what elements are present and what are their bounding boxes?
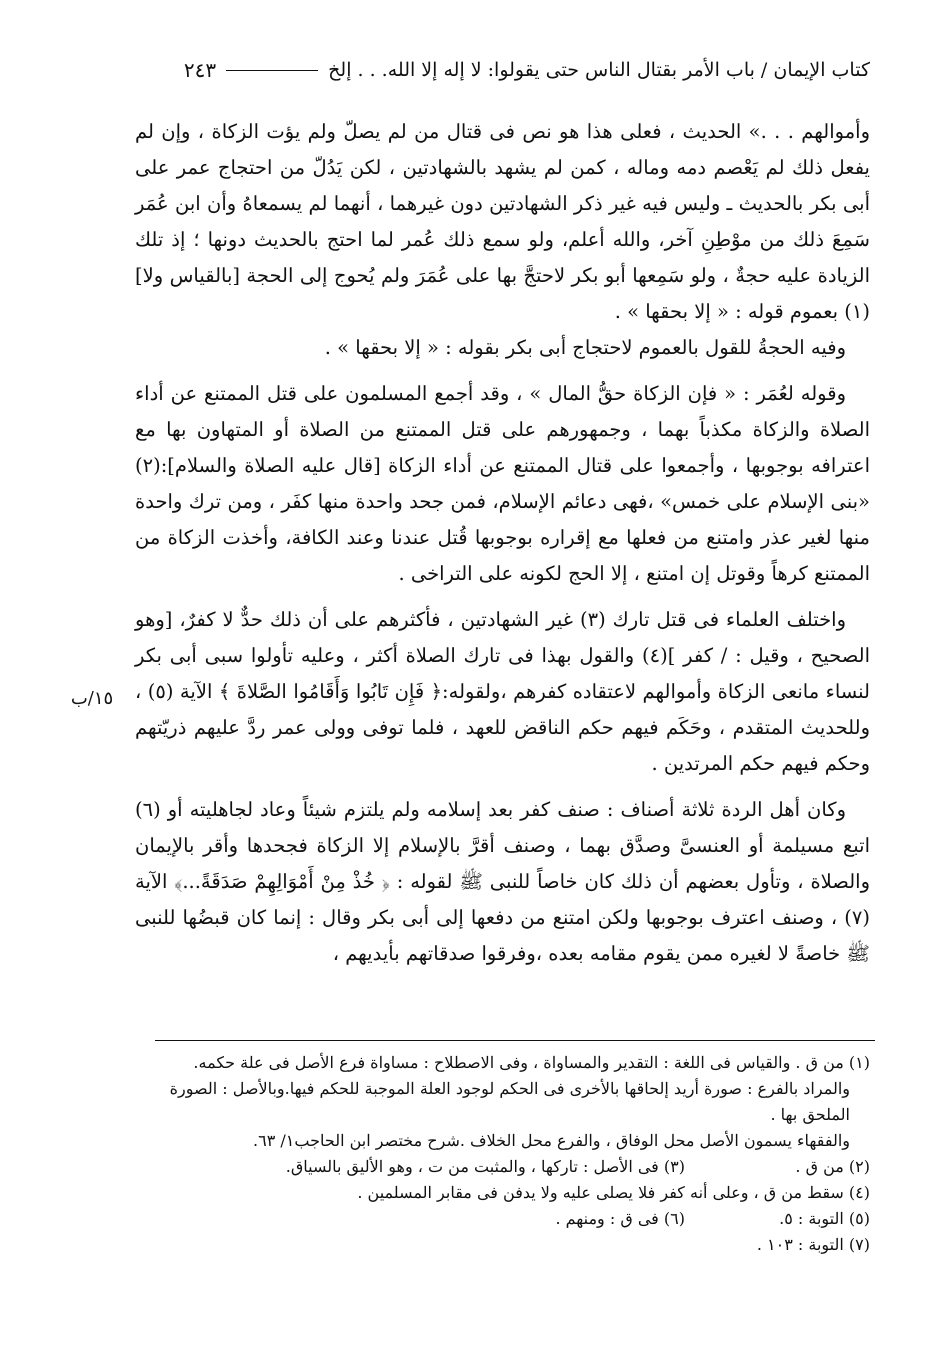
- footnote-continuation: والفقهاء يسمون الأصل محل الوفاق ، والفرع محل الخلاف .شرح مختصر ابن الحاجب١/ ٦٣.: [253, 1131, 850, 1150]
- footnote: (١) من ق . والقياس فى اللغة : التقدير والمساواة ، وفى الاصطلاح : مساواة فرع الأصل فى علة حكمه.: [193, 1053, 870, 1072]
- running-header: [135, 52, 870, 88]
- main-text: [135, 114, 870, 972]
- footnote-row: [135, 1154, 870, 1180]
- margin-note: ١٥/ب: [70, 688, 114, 709]
- paragraph: وكان أهل الردة ثلاثة أصناف : صنف كفر بعد إسلامه ولم يلتزم شيئاً وعاد لجاهليته أو (٦) اتبع مسيلمة أو العنسىَّ وصدَّق بهما ، وصنف أقرَّ بالإسلام إلا الزكاة فجحدها وأقر بالإيمان والصلاة ، وتأول بعضهم أن ذلك كان خاصاً للنبى ﷺ لقوله : ﴿ خُذْ مِنْ أَمْوَالِهِمْ صَدَقَةً...﴾ الآية (٧) ، وصنف اعترف بوجوبها ولكن امتنع من دفعها إلى أبى بكر وقال : إنما كان قبضُها للنبى ﷺ خاصةً لا لغيره ممن يقوم مقامه بعده ،وفرقوا صدقاتهم بأيديهم ،: [135, 798, 870, 965]
- footnote-separator: [155, 1040, 875, 1041]
- footnote: (٣) فى الأصل : تاركها ، والمثبت من ت ، وهو الأليق بالسياق.: [285, 1157, 685, 1176]
- page-number: ٢٤٣: [183, 58, 217, 82]
- running-title: كتاب الإيمان / باب الأمر بقتال الناس حتى يقولوا: لا إله إلا الله. . . إلخ: [328, 59, 870, 81]
- footnote: (٧) التوبة : ١٠٣ .: [756, 1235, 870, 1254]
- footnote: (٢) من ق .: [795, 1157, 870, 1176]
- footnotes: [135, 1050, 870, 1258]
- paragraph: وفيه الحجةُ للقول بالعموم لاحتجاج أبى بكر بقوله : « إلا بحقها » .: [324, 336, 846, 359]
- footnote: (٦) فى ق : ومنهم .: [555, 1209, 685, 1228]
- footnote-continuation: والمراد بالفرع : صورة أريد إلحاقها بالأخرى فى الحكم لوجود العلة الموجبة للحكم فيها.وبالأصل : الصورة الملحق بها .: [169, 1079, 850, 1124]
- footnote: (٤) سقط من ق ، وعلى أنه كفر فلا يصلى عليه ولا يدفن فى مقابر المسلمين .: [357, 1183, 870, 1202]
- footnote-row: [135, 1206, 870, 1232]
- footnote: (٥) التوبة : ٥.: [779, 1209, 870, 1228]
- paragraph: واختلف العلماء فى قتل تارك (٣) غير الشهادتين ، فأكثرهم على أن ذلك حدٌّ لا كفرٌ، [وهو الصحيح ، وقيل : / كفر ](٤) والقول بهذا فى تارك الصلاة أكثر ، وعليه تأولوا سبى أبى بكر لنساء مانعى الزكاة وأموالهم لاعتقاده كفرهم ،ولقوله:﴿ فَإِن تَابُوا وَأَقَامُوا الصَّلاةَ ﴾ الآية (٥) ، وللحديث المتقدم ، وحَكَم فيهم حكم الناقض للعهد ، فلما توفى وولى عمر ردَّ عليهم ذريّتهم وحكم فيهم حكم المرتدين .: [135, 608, 870, 775]
- paragraph: وقوله لعُمَر : « فإن الزكاة حقُّ المال » ، وقد أجمع المسلمون على قتل الممتنع عن أداء الصلاة والزكاة مكذباً بهما ، وجمهورهم على قتل الممتنع من الصلاة أو المتهاون بها مع اعترافه بوجوبها ، وأجمعوا على قتال الممتنع عن أداء الزكاة [قال عليه الصلاة والسلام]:(٢) «بنى الإسلام على خمس» ،فهى دعائم الإسلام، فمن جحد واحدة منها كفَر ، ومن ترك واحدة منها لغير عذر وامتنع من فعلها مع إقراره بوجوبها قُتل عندنا وعند الكافة، وأخذت الزكاة من الممتنع كرهاً وقوتل إن امتنع ، إلا الحج لكونه على التراخى .: [135, 382, 870, 585]
- header-rule: [226, 70, 318, 71]
- paragraph: وأموالهم . . .» الحديث ، فعلى هذا هو نص فى قتال من لم يصلّ ولم يؤت الزكاة ، وإن لم يفعل ذلك لم يَعْصم دمه وماله ، كمن لم يشهد بالشهادتين ، لكن يَدُلّ من احتجاج عمر على أبى بكر بالحديث ـ وليس فيه غير ذكر الشهادتين دون غيرهما ، أنهما لم يسمعاهُ وأن ابن عُمَر سَمِعَ ذلك من موْطِنِ آخر، والله أعلم، ولو سمع ذلك عُمر لما احتج بالحديث دونها ؛ إذ تلك الزيادة عليه حجةٌ ، ولو سَمِعها أبو بكر لاحتجَّ بها على عُمَرَ ولم يُحوج إلى الحجة [بالقياس ولا] (١) بعموم قوله : « إلا بحقها » .: [135, 120, 870, 323]
